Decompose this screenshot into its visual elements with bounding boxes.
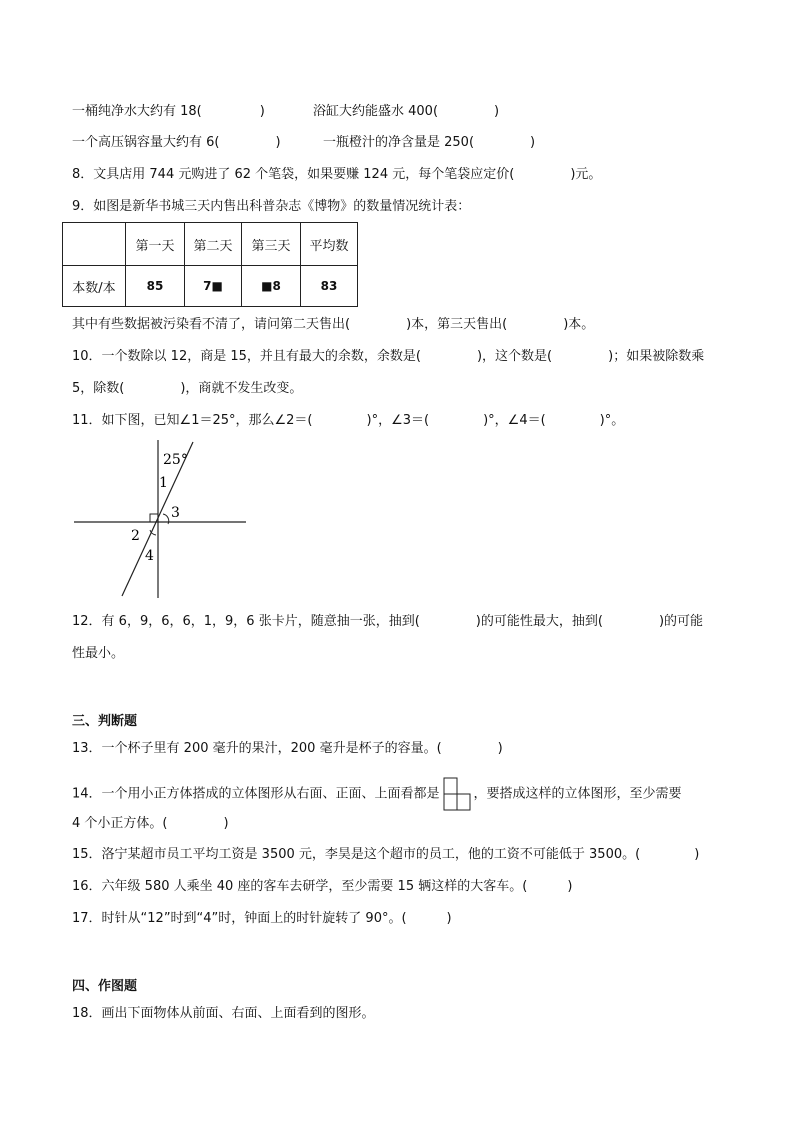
- q7-row1: 一桶纯净水大约有 18( ): [72, 104, 265, 119]
- question-16: 16．六年级 580 人乘坐 40 座的客车去研学，至少需要 15 辆这样的大客车。( ): [72, 879, 573, 894]
- question-18: 18．画出下面物体从前面、右面、上面看到的图形。: [72, 1006, 375, 1021]
- question-13: 13．一个杯子里有 200 毫升的果汁，200 毫升是杯子的容量。( ): [72, 741, 503, 756]
- question-14-line2: 4 个小正方体。( ): [72, 816, 229, 831]
- angle-1-label: 1: [159, 475, 168, 491]
- table-cell: 85: [126, 266, 185, 307]
- table-cell: ■8: [242, 266, 301, 307]
- q7-row2-b: 一瓶橙汁的净含量是 250( ): [323, 135, 536, 150]
- q7-row2: 一个高压锅容量大约有 6( ): [72, 135, 281, 150]
- section-3-title: 三、判断题: [72, 714, 138, 729]
- question-10-line2: 5，除数( )，商就不发生改变。: [72, 381, 303, 396]
- sales-table: [62, 222, 358, 307]
- question-11: 11．如下图，已知∠1＝25°，那么∠2＝( )°，∠3＝( )°，∠4＝( )°。: [72, 413, 625, 428]
- angle-2-label: 2: [131, 528, 140, 544]
- table-header-cell: 第一天: [126, 223, 185, 266]
- table-header-cell: 平均数: [301, 223, 358, 266]
- view-grid-icon: [443, 777, 471, 811]
- question-9-followup: 其中有些数据被污染看不清了，请问第二天售出( )本，第三天售出( )本。: [72, 317, 595, 332]
- table-header-cell: 第三天: [242, 223, 301, 266]
- q7-row1-b: 浴缸大约能盛水 400( ): [313, 104, 500, 119]
- table-row-label: 本数/本: [63, 266, 126, 307]
- question-15: 15．洛宁某超市员工平均工资是 3500 元，李昊是这个超市的员工，他的工资不可能低于 3500。( ): [72, 847, 700, 862]
- question-10-line1: 10．一个数除以 12，商是 15，并且有最大的余数，余数是( )，这个数是( )；如果被除数乘: [72, 349, 705, 364]
- question-14-line1: 14．一个用小正方体搭成的立体图形从右面、正面、上面看都是 ，要搭成这样的立体图形，至少需要: [72, 777, 682, 811]
- table-cell: 83: [301, 266, 358, 307]
- table-header-cell: [63, 223, 126, 266]
- question-17: 17．时针从“12”时到“4”时，钟面上的时针旋转了 90°。( ): [72, 911, 452, 926]
- table-cell: 7■: [185, 266, 242, 307]
- angle-value-label: 25°: [163, 452, 188, 468]
- angle-4-label: 4: [145, 548, 154, 564]
- section-4-title: 四、作图题: [72, 979, 138, 994]
- q7-row1-a: 一桶纯净水大约有 18(: [72, 104, 202, 119]
- question-9: 9．如图是新华书城三天内售出科普杂志《博物》的数量情况统计表：: [72, 199, 471, 214]
- table-row: [63, 266, 358, 307]
- table-header-cell: 第二天: [185, 223, 242, 266]
- angle-3-label: 3: [171, 505, 180, 521]
- table-header-row: [63, 223, 358, 266]
- question-8: 8．文具店用 744 元购进了 62 个笔袋，如果要赚 124 元，每个笔袋应定价( )元。: [72, 167, 602, 182]
- question-12-line2: 性最小。: [72, 646, 125, 661]
- question-12-line1: 12．有 6，9，6，6，1，9，6 张卡片，随意抽一张，抽到( )的可能性最大，抽到( )的可能: [72, 614, 704, 629]
- angle-figure: [70, 436, 252, 602]
